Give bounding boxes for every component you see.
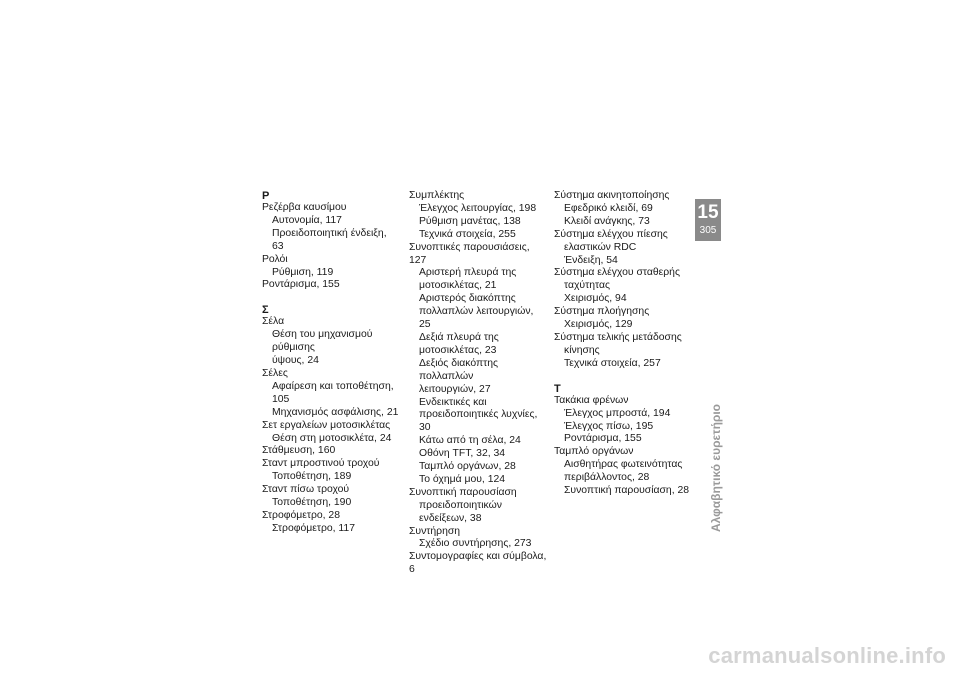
index-subentry: λειτουργιών, 27 <box>419 383 491 395</box>
index-subentry: Χειρισμός, 94 <box>564 293 627 305</box>
index-entry: Ταμπλό οργάνων <box>554 446 634 458</box>
index-column-1 <box>262 190 400 536</box>
page-number: 305 <box>699 225 717 236</box>
index-subentry: Το όχημά μου, 124 <box>419 473 506 485</box>
index-subentry: ύψους, 24 <box>272 355 319 367</box>
index-subentry: Έλεγχος λειτουργίας, 198 <box>419 202 537 214</box>
index-entry: Στάθμευση, 160 <box>262 445 336 457</box>
index-entry: Στροφόμετρο, 28 <box>262 509 340 521</box>
letter-heading: Ρ <box>262 190 270 202</box>
index-entry: Τακάκια φρένων <box>554 394 629 406</box>
index-subentry: προειδοποιητικές λυχνίες, 30 <box>419 409 538 434</box>
index-subentry: Κλειδί ανάγκης, 73 <box>564 215 650 227</box>
index-entry: Σύστημα ελέγχου σταθερής <box>554 267 680 279</box>
index-subentry: Ενδεικτικές και <box>419 396 487 408</box>
index-subentry: Τεχνικά στοιχεία, 257 <box>564 357 661 369</box>
index-subentry: Ρύθμιση μανέτας, 138 <box>419 215 521 227</box>
index-subentry: Οθόνη TFT, 32, 34 <box>419 448 506 460</box>
index-subentry: περιβάλλοντος, 28 <box>564 472 650 484</box>
index-subentry: Έλεγχος μπροστά, 194 <box>564 407 671 419</box>
index-subentry: Εφεδρικό κλειδί, 69 <box>564 202 653 214</box>
index-subentry: Δεξιά πλευρά της <box>419 331 499 343</box>
section-gap <box>262 292 400 304</box>
index-subentry: Τοποθέτηση, 190 <box>272 497 352 509</box>
index-subentry: Αριστερός διακόπτης <box>419 293 516 305</box>
index-subentry: Κάτω από τη σέλα, 24 <box>419 435 521 447</box>
index-entry: Σύστημα ελέγχου πίεσης <box>554 228 668 240</box>
index-column-3 <box>554 190 694 498</box>
section-gap <box>554 371 694 383</box>
index-subentry: Συνοπτική παρουσίαση, 28 <box>564 485 690 497</box>
letter-heading: Τ <box>554 382 561 395</box>
index-subentry: Τοποθέτηση, 189 <box>272 471 352 483</box>
index-entry: Σύστημα ακινητοποίησης <box>554 190 670 201</box>
index-subentry: Θέση του μηχανισμού ρύθμισης <box>272 329 373 354</box>
index-subentry: Ένδειξη, 54 <box>564 254 618 266</box>
index-entry: Ροντάρισμα, 155 <box>262 279 340 291</box>
index-subentry: Ταμπλό οργάνων, 28 <box>419 461 516 473</box>
index-entry: Σύστημα πλοήγησης <box>554 306 650 318</box>
index-subentry: Σχέδιο συντήρησης, 273 <box>419 538 532 550</box>
index-subentry: Αισθητήρας φωτεινότητας <box>564 459 683 471</box>
index-subentry: ταχύτητας <box>564 280 610 292</box>
index-subentry: Στροφόμετρο, 117 <box>272 522 355 534</box>
index-subentry: κίνησης <box>564 344 600 356</box>
index-entry: Συντήρηση <box>409 525 461 537</box>
index-subentry: Ρύθμιση, 119 <box>272 266 334 278</box>
index-subentry: προειδοποιητικών ενδείξεων, 38 <box>419 499 502 524</box>
side-title-wrapper <box>694 300 724 533</box>
index-entry: Συνοπτικές παρουσιάσεις, 127 <box>409 241 530 266</box>
index-subentry: Ροντάρισμα, 155 <box>564 433 642 445</box>
index-subentry: ελαστικών RDC <box>564 241 637 253</box>
index-entry: Συμπλέκτης <box>409 190 465 201</box>
index-subentry: μοτοσικλέτας, 21 <box>419 280 497 292</box>
index-entry: Σταντ πίσω τροχού <box>262 484 350 496</box>
index-entry: Ρολόι <box>262 253 288 265</box>
chapter-tab <box>695 199 721 241</box>
index-entry: Συντομογραφίες και σύμβολα, 6 <box>409 551 547 576</box>
index-entry: Σετ εργαλείων μοτοσικλέτας <box>262 419 391 431</box>
index-subentry: Αυτονομία, 117 <box>272 214 342 226</box>
index-subentry: Αφαίρεση και τοποθέτηση, 105 <box>272 380 394 405</box>
index-subentry: Δεξιός διακόπτης πολλαπλών <box>419 357 499 382</box>
index-entry: Σέλες <box>262 367 288 379</box>
index-entry: Ρεζέρβα καυσίμου <box>262 202 347 213</box>
index-subentry: Αριστερή πλευρά της <box>419 267 517 279</box>
index-subentry: Θέση στη μοτοσικλέτα, 24 <box>272 432 392 444</box>
watermark: carmanualsonline.info <box>708 643 946 668</box>
letter-heading: Σ <box>262 304 269 317</box>
index-column-2 <box>409 190 547 577</box>
index-subentry: μοτοσικλέτας, 23 <box>419 344 497 356</box>
index-entry: Σέλα <box>262 316 285 328</box>
index-subentry: Χειρισμός, 129 <box>564 319 633 331</box>
section-side-title: Αλφαβητικό ευρετήριο <box>709 404 723 533</box>
index-subentry: Έλεγχος πίσω, 195 <box>564 420 654 432</box>
index-subentry: Προειδοποιητική ένδειξη, 63 <box>272 227 387 252</box>
index-entry: Συνοπτική παρουσίαση <box>409 486 517 498</box>
index-subentry: Μηχανισμός ασφάλισης, 21 <box>272 406 399 418</box>
index-subentry: Τεχνικά στοιχεία, 255 <box>419 228 516 240</box>
index-entry: Σύστημα τελικής μετάδοσης <box>554 331 682 343</box>
index-subentry: πολλαπλών λειτουργιών, 25 <box>419 306 534 331</box>
chapter-number: 15 <box>697 202 719 223</box>
index-entry: Σταντ μπροστινού τροχού <box>262 458 380 470</box>
